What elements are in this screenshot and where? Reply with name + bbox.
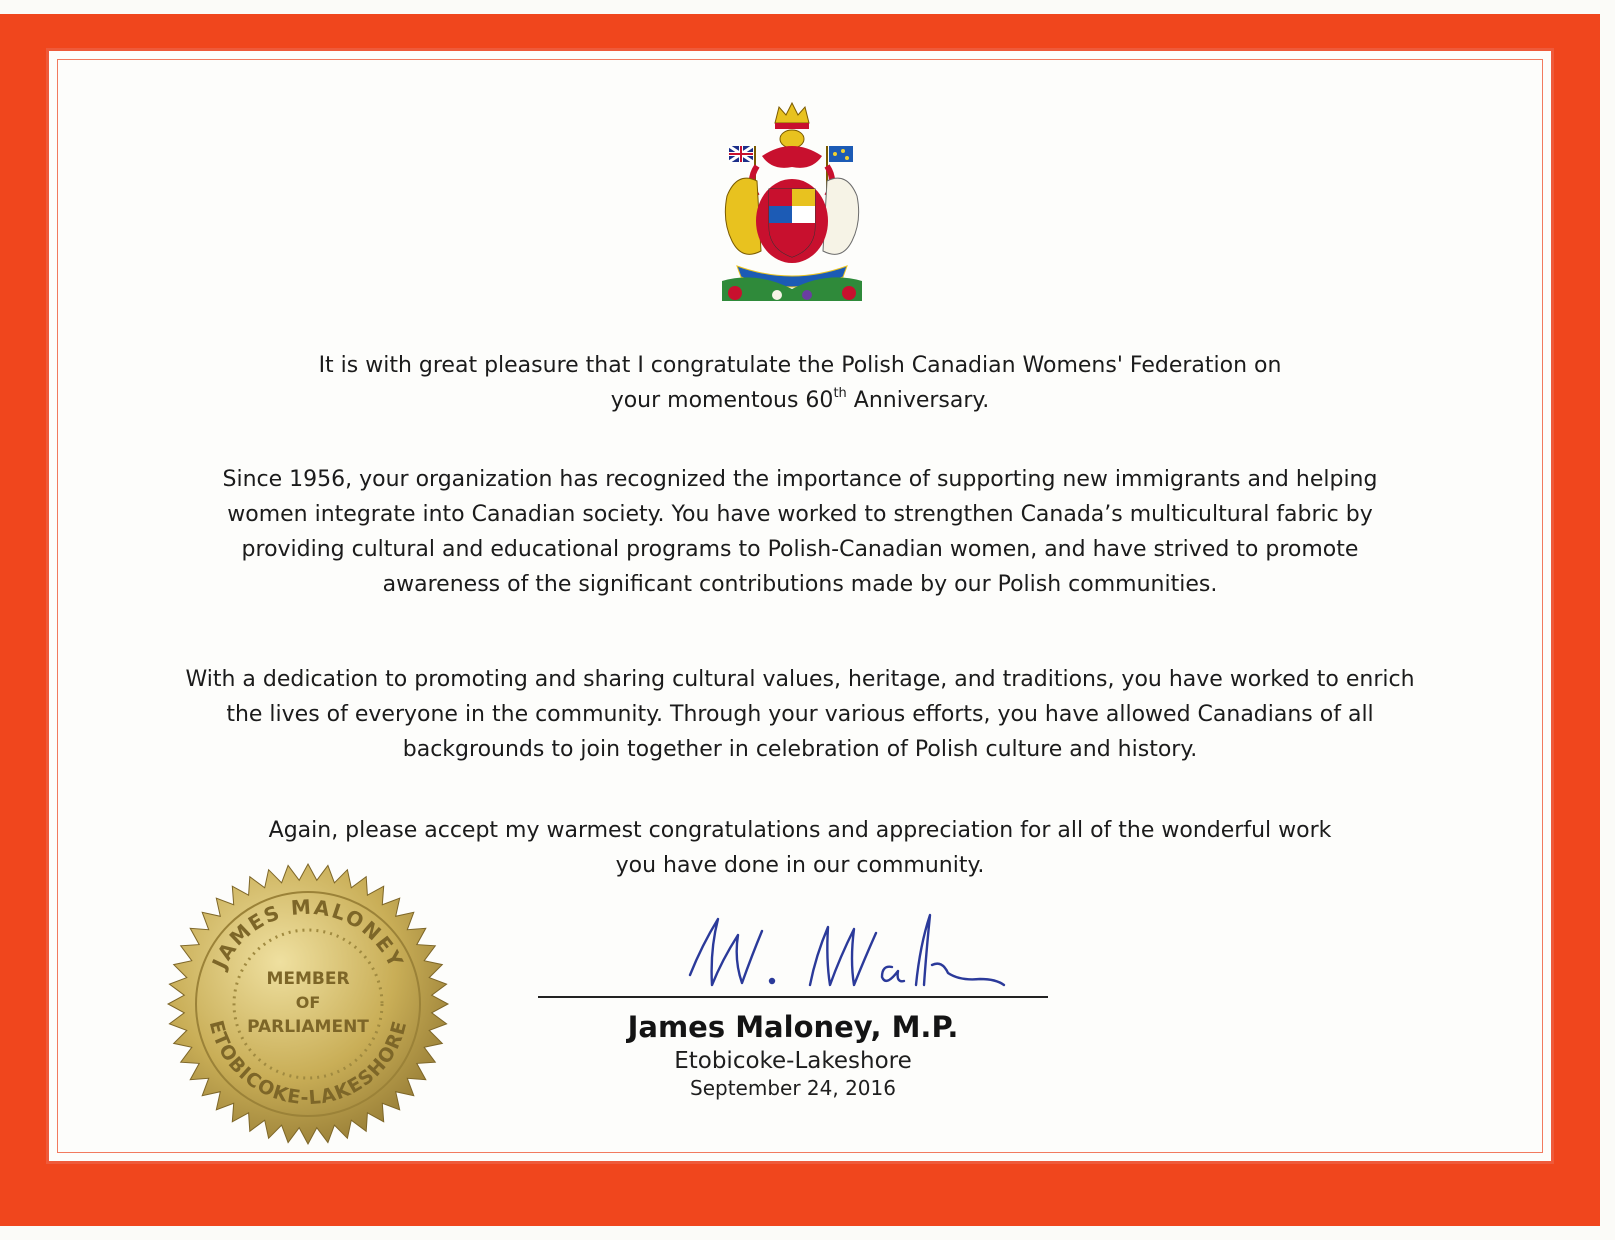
signature-line [538, 996, 1048, 998]
paragraph-dedication [100, 662, 1500, 767]
paragraph-text: your momentous 60 [610, 388, 834, 413]
paragraph-line: awareness of the significant contributions made by our Polish communities. [382, 572, 1218, 597]
ordinal-superscript: th [833, 386, 847, 401]
seal-center-line: PARLIAMENT [247, 1017, 369, 1037]
seal-center-line: OF [295, 993, 321, 1012]
signature-icon [660, 905, 1020, 1005]
signature-date: September 24, 2016 [690, 1076, 896, 1100]
coat-of-arms-icon [717, 101, 867, 311]
paragraph-congratulation [100, 348, 1500, 418]
paragraph-line: providing cultural and educational programs to Polish-Canadian women, and have strived to promote [241, 537, 1359, 562]
signer-riding: Etobicoke-Lakeshore [674, 1048, 912, 1074]
paragraph-line: women integrate into Canadian society. You have worked to strengthen Canada’s multicultural fabric by [227, 502, 1373, 527]
paragraph-line: Again, please accept my warmest congratulations and appreciation for all of the wonderful work [268, 818, 1332, 843]
paragraph-line: It is with great pleasure that I congratulate the Polish Canadian Womens' Federation on [318, 353, 1282, 378]
paragraph-history [100, 462, 1500, 602]
paragraph-line: With a dedication to promoting and sharing cultural values, heritage, and traditions, you have worked to enrich [185, 667, 1415, 692]
seal-bottom-text: ETOBICOKE-LAKESHORE [204, 1018, 412, 1110]
signer-name: James Maloney, M.P. [627, 1010, 959, 1044]
seal-top-text: JAMES MALONEY [207, 894, 409, 973]
paragraph-line [100, 383, 1500, 418]
paragraph-line: Since 1956, your organization has recognized the importance of supporting new immigrants and helping [222, 467, 1378, 492]
paragraph-line: the lives of everyone in the community. Through your various efforts, you have allowed Canadians of all [226, 702, 1374, 727]
seal-center-line: MEMBER [266, 969, 350, 989]
paragraph-line: you have done in our community. [615, 853, 985, 878]
gold-seal-icon [166, 862, 450, 1146]
paragraph-line: backgrounds to join together in celebration of Polish culture and history. [402, 737, 1198, 762]
paragraph-text: Anniversary. [846, 388, 990, 413]
